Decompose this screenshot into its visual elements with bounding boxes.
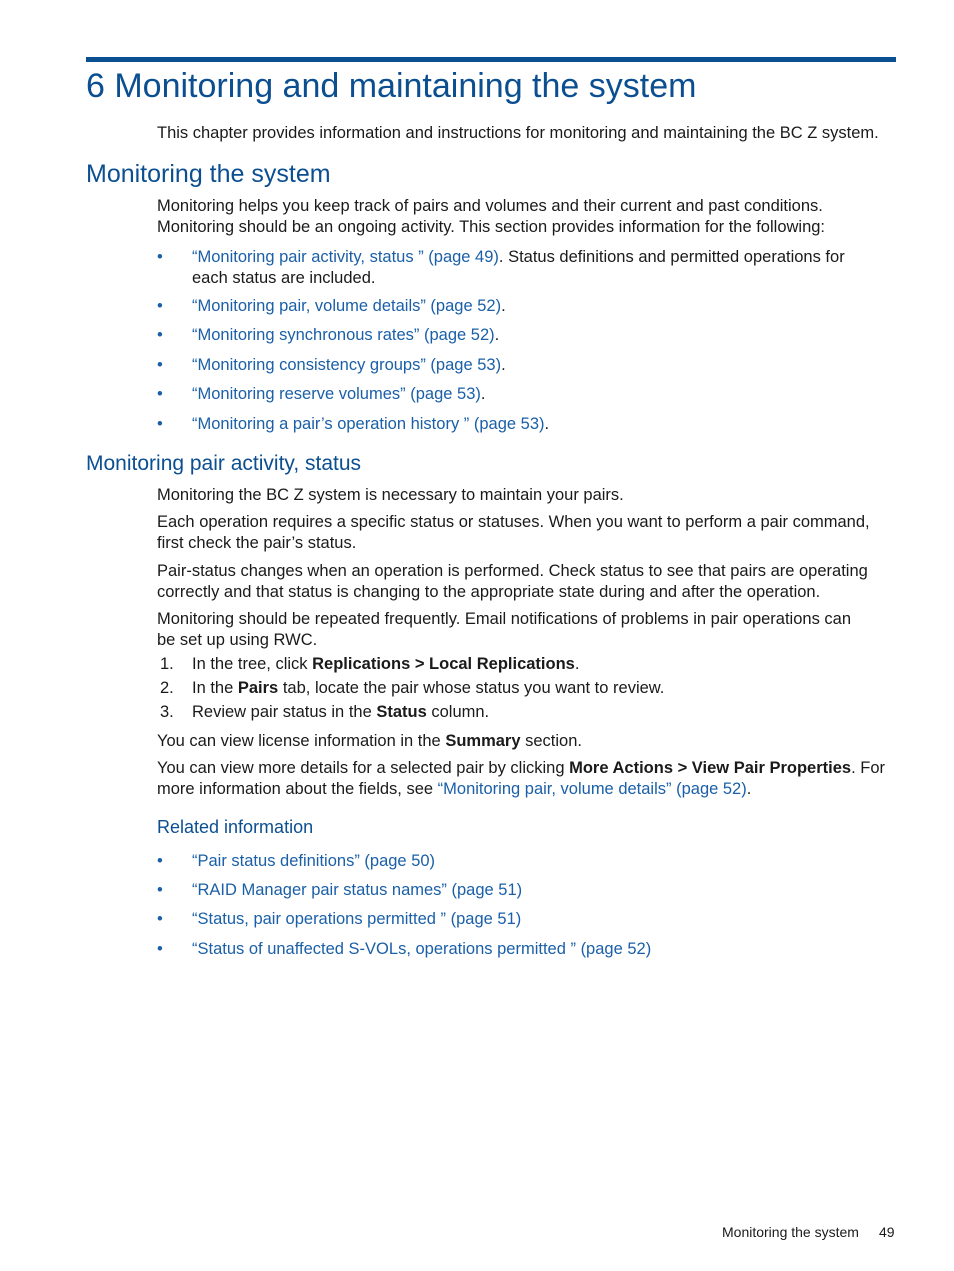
step-text-part: In the <box>192 679 238 697</box>
paragraph-line: be set up using RWC. <box>157 631 318 649</box>
paragraph-line: Each operation requires a specific status or statuses. When you want to perform a pair command, <box>157 513 870 531</box>
list-item-text <box>192 325 902 346</box>
section-heading-monitoring-system: Monitoring the system <box>86 160 331 188</box>
paragraph-line: Pair-status changes when an operation is performed. Check status to see that pairs are operating <box>157 562 868 580</box>
step-number: 1. <box>160 655 174 673</box>
xref-link[interactable]: “Monitoring consistency groups” (page 53) <box>192 356 502 374</box>
list-item-text <box>192 247 902 289</box>
bullet-icon: • <box>157 852 163 870</box>
bullet-icon: • <box>157 326 163 344</box>
list-item-rest: each status are included. <box>192 269 376 287</box>
paragraph: Monitoring the BC Z system is necessary to maintain your pairs. <box>157 486 624 504</box>
bullet-icon: • <box>157 881 163 899</box>
footer-page-number: 49 <box>879 1224 895 1240</box>
list-item-text <box>192 384 902 405</box>
paragraph <box>157 561 902 603</box>
step-number: 2. <box>160 679 174 697</box>
paragraph-part: You can view more details for a selected pair by clicking <box>157 759 570 777</box>
paragraph <box>157 609 902 651</box>
paragraph-line: correctly and that status is changing to the appropriate state during and after the operation. <box>157 583 821 601</box>
xref-link[interactable]: “Monitoring pair, volume details” (page 52) <box>437 780 747 798</box>
list-item-text <box>192 414 902 435</box>
list-item-rest: . <box>494 326 500 344</box>
paragraph-line: Monitoring should be repeated frequently. Email notifications of problems in pair operations can <box>157 610 852 628</box>
paragraph-part: . For <box>851 759 886 777</box>
list-item-rest: . <box>544 415 550 433</box>
paragraph-part: You can view license information in the <box>157 732 446 750</box>
ui-label: Pairs <box>237 679 279 697</box>
list-item-text <box>192 880 902 901</box>
paragraph <box>157 758 902 800</box>
paragraph-part: . <box>746 780 752 798</box>
list-item-text <box>192 851 902 872</box>
paragraph-line: first check the pair’s status. <box>157 534 357 552</box>
section1-paragraph-line: Monitoring helps you keep track of pairs and volumes and their current and past conditions. <box>157 197 823 215</box>
xref-link[interactable]: “RAID Manager pair status names” (page 51) <box>192 881 523 899</box>
list-item-text <box>192 939 902 960</box>
list-item-text <box>192 355 902 376</box>
paragraph-part: more information about the fields, see <box>157 780 438 798</box>
section1-paragraph-line: Monitoring should be an ongoing activity. This section provides information for the following: <box>157 218 826 236</box>
step-text <box>192 654 579 675</box>
bullet-icon: • <box>157 415 163 433</box>
list-item-rest: . <box>501 356 506 374</box>
section-heading-pair-activity: Monitoring pair activity, status <box>86 452 362 475</box>
step-text-part: . <box>574 655 580 673</box>
ui-label: Summary <box>445 732 521 750</box>
ui-label: Status <box>376 703 427 721</box>
step-text <box>192 678 664 699</box>
chapter-title: 6 Monitoring and maintaining the system <box>86 67 697 105</box>
bullet-icon: • <box>157 248 163 266</box>
bullet-icon: • <box>157 297 163 315</box>
step-text-part: column. <box>426 703 490 721</box>
xref-link[interactable]: “Monitoring synchronous rates” (page 52) <box>192 326 495 344</box>
bullet-icon: • <box>157 940 163 958</box>
chapter-rule <box>86 57 896 62</box>
xref-link[interactable]: “Monitoring reserve volumes” (page 53) <box>192 385 481 403</box>
footer-section-title: Monitoring the system <box>722 1224 859 1240</box>
xref-link[interactable]: “Status, pair operations permitted ” (page 51) <box>192 910 522 928</box>
list-item-text <box>192 909 902 930</box>
step-text-part: tab, locate the pair whose status you want to review. <box>278 679 665 697</box>
paragraph <box>157 731 902 752</box>
step-number: 3. <box>160 703 174 721</box>
xref-link[interactable]: “Status of unaffected S-VOLs, operations permitted ” (page 52) <box>192 940 652 958</box>
xref-link[interactable]: “Monitoring pair, volume details” (page 52) <box>192 297 502 315</box>
bullet-icon: • <box>157 385 163 403</box>
list-item-text <box>192 296 902 317</box>
bullet-icon: • <box>157 356 163 374</box>
paragraph <box>157 512 902 554</box>
list-item-rest: . Status definitions and permitted operations for <box>498 248 845 266</box>
step-text-part: Review pair status in the <box>192 703 377 721</box>
section1-paragraph <box>157 196 902 238</box>
bullet-icon: • <box>157 910 163 928</box>
chapter-intro: This chapter provides information and instructions for monitoring and maintaining the BC Z system. <box>157 124 879 142</box>
step-text-part: In the tree, click <box>192 655 313 673</box>
ui-path: Replications > Local Replications <box>312 655 575 673</box>
paragraph-part: section. <box>520 732 582 750</box>
xref-link[interactable]: “Monitoring a pair’s operation history ” (page 53) <box>192 415 545 433</box>
xref-link[interactable]: “Pair status definitions” (page 50) <box>192 852 436 870</box>
xref-link[interactable]: “Monitoring pair activity, status ” (page 49) <box>192 248 499 266</box>
step-text <box>192 702 489 723</box>
list-item-rest: . <box>480 385 486 403</box>
list-item-rest: . <box>501 297 506 315</box>
ui-path: More Actions > View Pair Properties <box>569 759 852 777</box>
related-information-heading: Related information <box>157 817 314 837</box>
